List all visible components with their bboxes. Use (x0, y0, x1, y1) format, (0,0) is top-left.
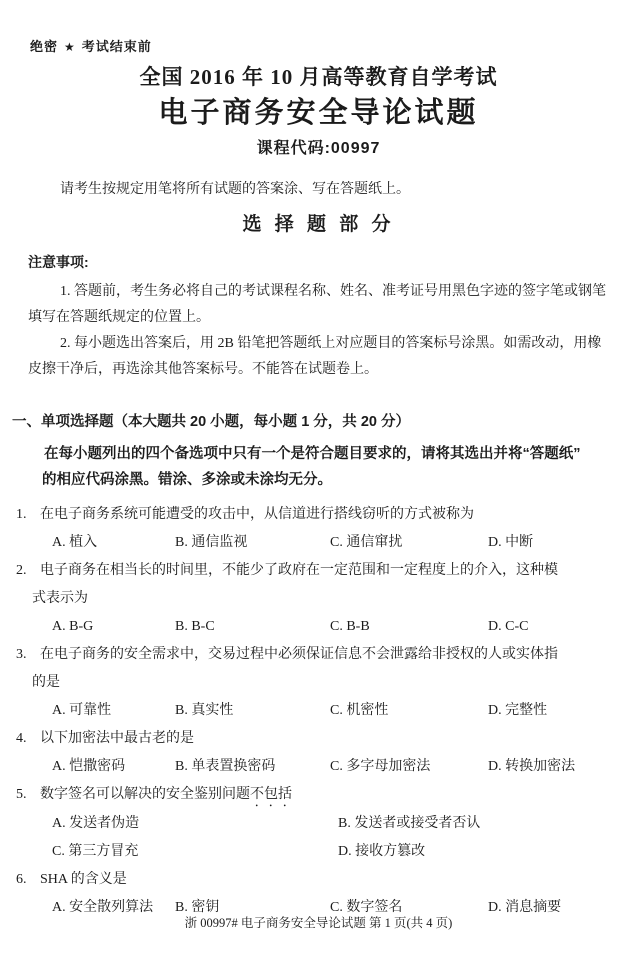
option-a: A. 发送者伪造 (52, 816, 140, 831)
question-number: 4. (16, 731, 27, 746)
option-a: A. B-G (52, 619, 94, 634)
question-text: 数字签名可以解决的安全鉴别问题 (40, 787, 250, 802)
secrecy-label: 绝密 (30, 39, 59, 54)
question-number: 3. (16, 647, 27, 662)
question-3 (0, 641, 637, 725)
option-c: C. 机密性 (330, 703, 389, 718)
question-5-options-row-2 (52, 838, 637, 866)
option-a: A. 植入 (52, 535, 98, 550)
question-text: 在电子商务系统可能遭受的攻击中，从信道进行搭线窃听的方式被称为 (40, 507, 474, 522)
question-5 (0, 781, 637, 866)
section-one-note (0, 441, 637, 493)
section-one-note-line-1: 在每小题列出的四个备选项中只有一个是符合题目要求的，请将其选出并将“答题纸” (44, 446, 581, 462)
option-c: C. 数字签名 (330, 900, 403, 915)
question-number: 2. (16, 563, 27, 578)
exam-title-line2: 电子商务安全导论试题 (158, 97, 479, 129)
option-a: A. 恺撒密码 (52, 759, 126, 774)
question-1-text (16, 501, 637, 529)
question-5-text (16, 781, 637, 810)
question-2-text-cont: 式表示为 (32, 591, 88, 606)
section-one-note-line-2: 的相应代码涂黑。错涂、多涂或未涂均无分。 (42, 472, 332, 488)
answer-instruction: 请考生按规定用笔将所有试题的答案涂、写在答题纸上。 (60, 182, 410, 197)
question-list (0, 501, 637, 922)
option-d: D. 接收方篡改 (338, 844, 426, 859)
question-text-emphasized: 不包括 (250, 787, 292, 802)
option-d: D. 转换加密法 (488, 759, 576, 774)
part-title: 选 择 题 部 分 (242, 214, 395, 235)
question-3-text-cont: 的是 (32, 675, 60, 690)
option-d: D. 完整性 (488, 703, 548, 718)
option-a: A. 安全散列算法 (52, 900, 154, 915)
page-footer: 浙 00997# 电子商务安全导论试题 第 1 页(共 4 页) (184, 916, 453, 930)
question-1 (0, 501, 637, 557)
question-1-options (52, 529, 637, 557)
option-d: D. C-C (488, 619, 529, 634)
question-number: 1. (16, 507, 27, 522)
notice-heading: 注意事项: (28, 254, 89, 270)
option-c: C. B-B (330, 619, 370, 634)
option-c: C. 通信窜扰 (330, 535, 403, 550)
notice-list (0, 279, 637, 383)
question-number: 6. (16, 872, 27, 887)
question-3-text (16, 641, 637, 669)
question-text: 以下加密法中最古老的是 (40, 731, 194, 746)
question-2 (0, 557, 637, 641)
question-4 (0, 725, 637, 781)
option-a: A. 可靠性 (52, 703, 112, 718)
option-b: B. B-C (175, 619, 215, 634)
question-text: 在电子商务的安全需求中，交易过程中必须保证信息不会泄露给非授权的人或实体指 (40, 647, 558, 662)
question-4-options (52, 753, 637, 781)
option-d: D. 消息摘要 (488, 900, 562, 915)
notice-item-2-line-2: 皮擦干净后，再选涂其他答案标号。不能答在试题卷上。 (28, 362, 378, 377)
option-c: C. 多字母加密法 (330, 759, 431, 774)
option-b: B. 真实性 (175, 703, 234, 718)
question-text: SHA 的含义是 (40, 872, 127, 887)
question-2-text (16, 557, 637, 585)
question-number: 5. (16, 787, 27, 802)
section-one-heading: 一、单项选择题（本大题共 20 小题，每小题 1 分，共 20 分） (12, 414, 410, 430)
option-d: D. 中断 (488, 535, 534, 550)
option-c: C. 第三方冒充 (52, 844, 139, 859)
secrecy-note: 考试结束前 (81, 39, 152, 54)
question-2-options (52, 613, 637, 641)
secrecy-line (30, 38, 637, 56)
notice-item-2-line-1: 2. 每小题选出答案后，用 2B 铅笔把答题纸上对应题目的答案标号涂黑。如需改动，用橡 (60, 336, 602, 351)
exam-title-line1: 全国 2016 年 10 月高等教育自学考试 (139, 65, 498, 89)
course-code: 课程代码:00997 (256, 140, 381, 157)
question-6-text (16, 866, 637, 894)
option-b: B. 单表置换密码 (175, 759, 276, 774)
question-4-text (16, 725, 637, 753)
question-text: 电子商务在相当长的时间里，不能少了政府在一定范围和一定程度上的介入，这种模 (40, 563, 558, 578)
notice-item-1-line-1: 1. 答题前，考生务必将自己的考试课程名称、姓名、准考证号用黑色字迹的签字笔或钢笔 (60, 284, 606, 299)
question-3-options (52, 697, 637, 725)
question-5-options-row-1 (52, 810, 637, 838)
option-b: B. 发送者或接受者否认 (338, 816, 481, 831)
star-icon: ★ (64, 40, 76, 54)
option-b: B. 密钥 (175, 900, 220, 915)
option-b: B. 通信监视 (175, 535, 248, 550)
notice-item-1-line-2: 填写在答题纸规定的位置上。 (28, 310, 210, 325)
